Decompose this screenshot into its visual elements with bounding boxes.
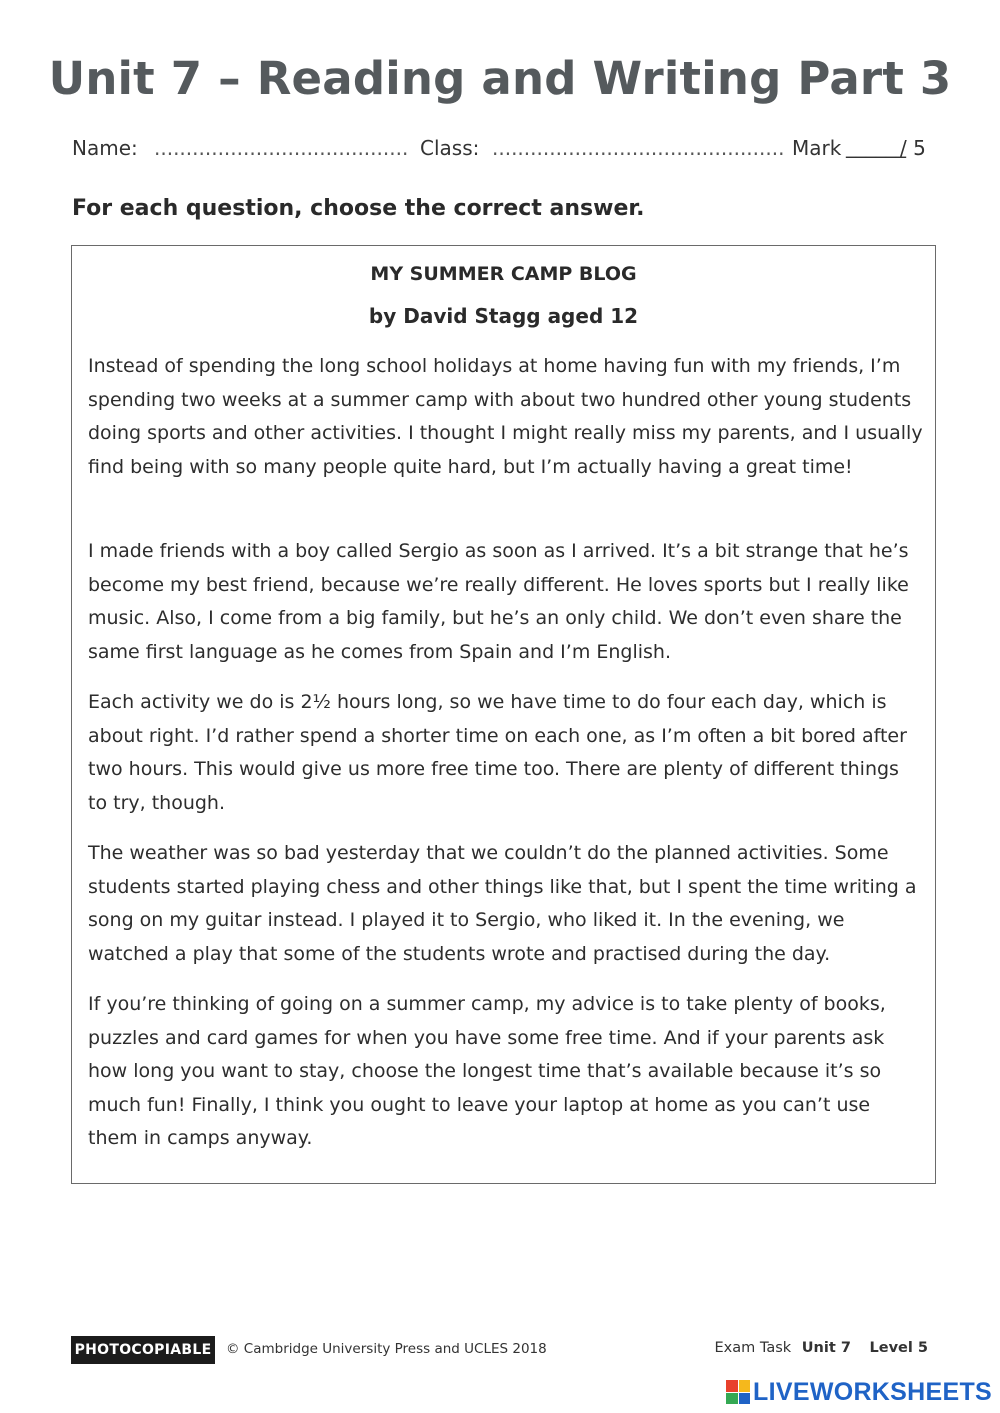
student-info-row — [72, 136, 928, 164]
name-label: Name: — [72, 136, 138, 160]
blog-byline: by David Stagg aged 12 — [368, 304, 639, 328]
liveworksheets-logo[interactable] — [726, 1377, 992, 1407]
exam-task-info — [715, 1340, 928, 1356]
liveworksheets-logo-icon — [726, 1380, 750, 1404]
blog-title: MY SUMMER CAMP BLOG — [370, 263, 637, 285]
page-title: Unit 7 – Reading and Writing Part 3 — [48, 52, 952, 105]
blog-paragraph-5: If you’re thinking of going on a summer camp, my advice is to take plenty of books, puzzles and card games for when you have some free time. And if your parents ask how long you want to stay, choose the longest time that’s available because it’s so much fun! Finally, I think you ought to leave your laptop at home as you can’t use them in camps anyway. — [88, 993, 886, 1150]
class-label: Class: — [420, 136, 480, 160]
liveworksheets-logo-text: LIVEWORKSHEETS — [753, 1377, 992, 1406]
blog-paragraph-2: I made friends with a boy called Sergio as soon as I arrived. It’s a bit strange that he’s become my best friend, because we’re really different. He loves sports but I really like music. Also, I come from a big family, but he’s an only child. We don’t even share the same first language as he comes from Spain and I’m English. — [88, 540, 909, 663]
copyright-text: © Cambridge University Press and UCLES 2018 — [226, 1341, 547, 1357]
mark-field[interactable]: ______ — [846, 134, 906, 158]
mark-label: Mark — [792, 136, 842, 160]
blog-paragraph-1: Instead of spending the long school holidays at home having fun with my friends, I’m spending two weeks at a summer camp with about two hundred other young students doing sports and other activities. I thought I might really miss my parents, and I usually find being with so many people quite hard, but I’m actually having a great time! — [88, 355, 923, 478]
class-field[interactable]: .............................................. — [492, 136, 785, 160]
blog-paragraph-4: The weather was so bad yesterday that we couldn’t do the planned activities. Some students started playing chess and other things like that, but I spent the time writing a song on my guitar instead. I played it to Sergio, who liked it. In the evening, we watched a play that some of the students wrote and practised during the day. — [88, 842, 917, 965]
level-label: Level 5 — [869, 1340, 928, 1356]
exam-task-label: Exam Task — [714, 1340, 792, 1356]
name-field[interactable]: ........................................ — [154, 136, 409, 160]
photocopiable-badge: PHOTOCOPIABLE — [71, 1336, 215, 1364]
blog-paragraph-3: Each activity we do is 2½ hours long, so we have time to do four each day, which is about right. I’d rather spend a shorter time on each one, as I’m often a bit bored after two hours. This would give us more free time too. There are plenty of different things to try, though. — [88, 691, 907, 814]
unit-label: Unit 7 — [801, 1340, 851, 1356]
instruction-text: For each question, choose the correct answer. — [72, 196, 645, 221]
mark-total: / 5 — [900, 136, 926, 160]
